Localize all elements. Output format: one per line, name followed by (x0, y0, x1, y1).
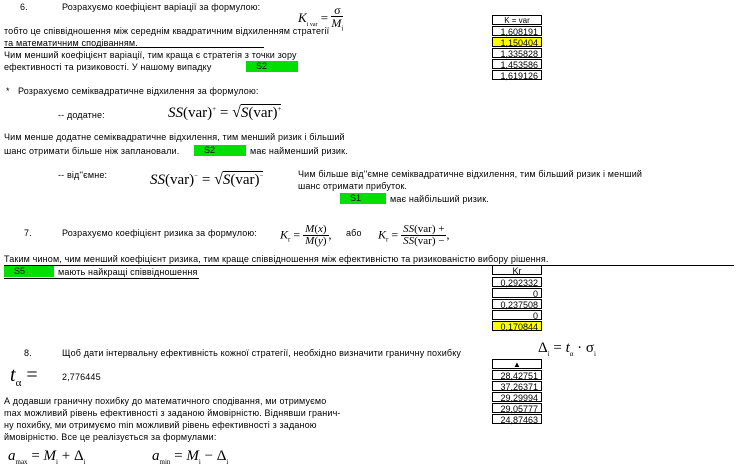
section8-line-1: А додавши граничну похибку до математичного сподівання, ми отримуємо (4, 396, 327, 406)
t-alpha-formula: $t_\alpha$ = (10, 364, 38, 389)
section6-line-4: ефективності та ризиковості. У нашому випадку (4, 62, 212, 72)
kr-formula-2: $K_r$ = SS(var) + SS(var) − , (378, 223, 450, 247)
kr-cell-3: 0,237508 (492, 299, 542, 309)
section6-line-3: Чим менший коефіцієнт варіації, тим краща є стратегія з точки зору (4, 50, 297, 60)
delta-cell-1: 28,42751 (492, 370, 542, 380)
section7-or: або (346, 228, 362, 238)
ss-positive-formula: SS(var)+ = √S(var)+ (168, 104, 282, 121)
kr-cell-5: 0,170844 (492, 321, 542, 331)
section7-number: 7. (24, 228, 32, 238)
section8-line-3: ну похибку, ми отримуємо min можливий рівень ефективності з заданою (4, 420, 317, 430)
kr-cell-2: 0 (492, 288, 542, 298)
divider (4, 47, 264, 48)
semi-positive-line-2: шанс отримати більше ніж заплановали. (4, 146, 180, 156)
section6-number: 6. (20, 2, 28, 12)
kr-cell-1: 0,292332 (492, 277, 542, 287)
section6-highlight: S2 (246, 61, 298, 72)
kvar-table-header: K = var (492, 15, 542, 25)
semi-positive-suffix: має найменший ризик. (250, 146, 348, 156)
delta-cell-4: 29,05777 (492, 403, 542, 413)
section7-highlight: S5 (4, 266, 54, 277)
kvar-cell-5: 1,619126 (492, 70, 542, 80)
kvar-cell-3: 1,335828 (492, 48, 542, 58)
divider (4, 265, 734, 266)
delta-formula: $\Delta_i = t_\alpha \cdot \sigma_i$ (538, 340, 596, 358)
t-alpha-value: 2,776445 (62, 372, 101, 382)
section6-heading: Розрахуємо коефіцієнт варіації за формулою: (62, 2, 261, 12)
semi-positive-highlight: S2 (194, 145, 246, 156)
section6-line-2: та математичним сподіванням. (4, 38, 138, 48)
section8-line-2: max можливий рівень ефективності з заданою ймовірністю. Віднявши гранич- (4, 408, 341, 418)
section8-heading: Щоб дати інтервальну ефективність кожної стратегії, необхідно визначити граничну похибку (62, 348, 462, 358)
cv-formula: $K_{i var}$ = $\frac{\sigma}{M_i}$ (298, 3, 344, 33)
delta-table-header: ▲ (492, 359, 542, 369)
kvar-cell-2: 1,150404 (492, 37, 542, 47)
section6-line-1: тобто це співвідношення між середнім квадратичним відхиленням стратегії (4, 26, 330, 36)
semi-negative-suffix: має найбільший ризик. (390, 194, 489, 204)
divider (4, 278, 199, 279)
kvar-cell-4: 1,453586 (492, 59, 542, 69)
section7-conclusion: Таким чином, чим менший коефіцієнт ризика, тим краще співвідношення між ефективністю та ризикованістю вибору рішення. (4, 254, 549, 264)
delta-cell-5: 24,87463 (492, 414, 542, 424)
kvar-cell-1: 1,608191 (492, 26, 542, 36)
semi-star: * (6, 86, 10, 96)
semi-negative-label: -- від''ємне: (58, 170, 108, 180)
kr-formula-1: $K_r$ = $\frac{M(x)}{M(y)}$ , (280, 223, 332, 247)
section8-line-4: ймовірністю. Все це реалізується за формулами: (4, 432, 217, 442)
a-max-formula: $a_{max} = M_i + \Delta_i$ (8, 448, 86, 466)
section7-heading: Розрахуємо коефіцієнт ризика за формулою: (62, 228, 257, 238)
delta-cell-2: 37,26371 (492, 381, 542, 391)
section7-highlight-suffix: мають найкращі співвідношення (58, 267, 198, 277)
kr-cell-4: 0 (492, 310, 542, 320)
semi-negative-line-1: Чим більше від''ємне семіквадратичне відхилення, тим більший ризик і менший (298, 169, 643, 179)
semi-negative-highlight: S1 (340, 193, 386, 204)
semi-positive-line-1: Чим менше додатне семіквадратичне відхилення, тим менший ризик і більший (4, 132, 345, 142)
semi-positive-label: -- додатне: (58, 110, 105, 120)
semi-negative-line-2: шанс отримати прибуток. (298, 181, 408, 191)
semi-heading: Розрахуємо семіквадратичне відхилення за формулою: (18, 86, 259, 96)
a-min-formula: $a_{min} = M_i - \Delta_i$ (152, 448, 229, 466)
kr-table-header: Kr (492, 265, 542, 275)
ss-negative-formula: SS(var)− = √S(var)− (150, 171, 264, 188)
delta-cell-3: 29,29994 (492, 392, 542, 402)
section8-number: 8. (24, 348, 32, 358)
